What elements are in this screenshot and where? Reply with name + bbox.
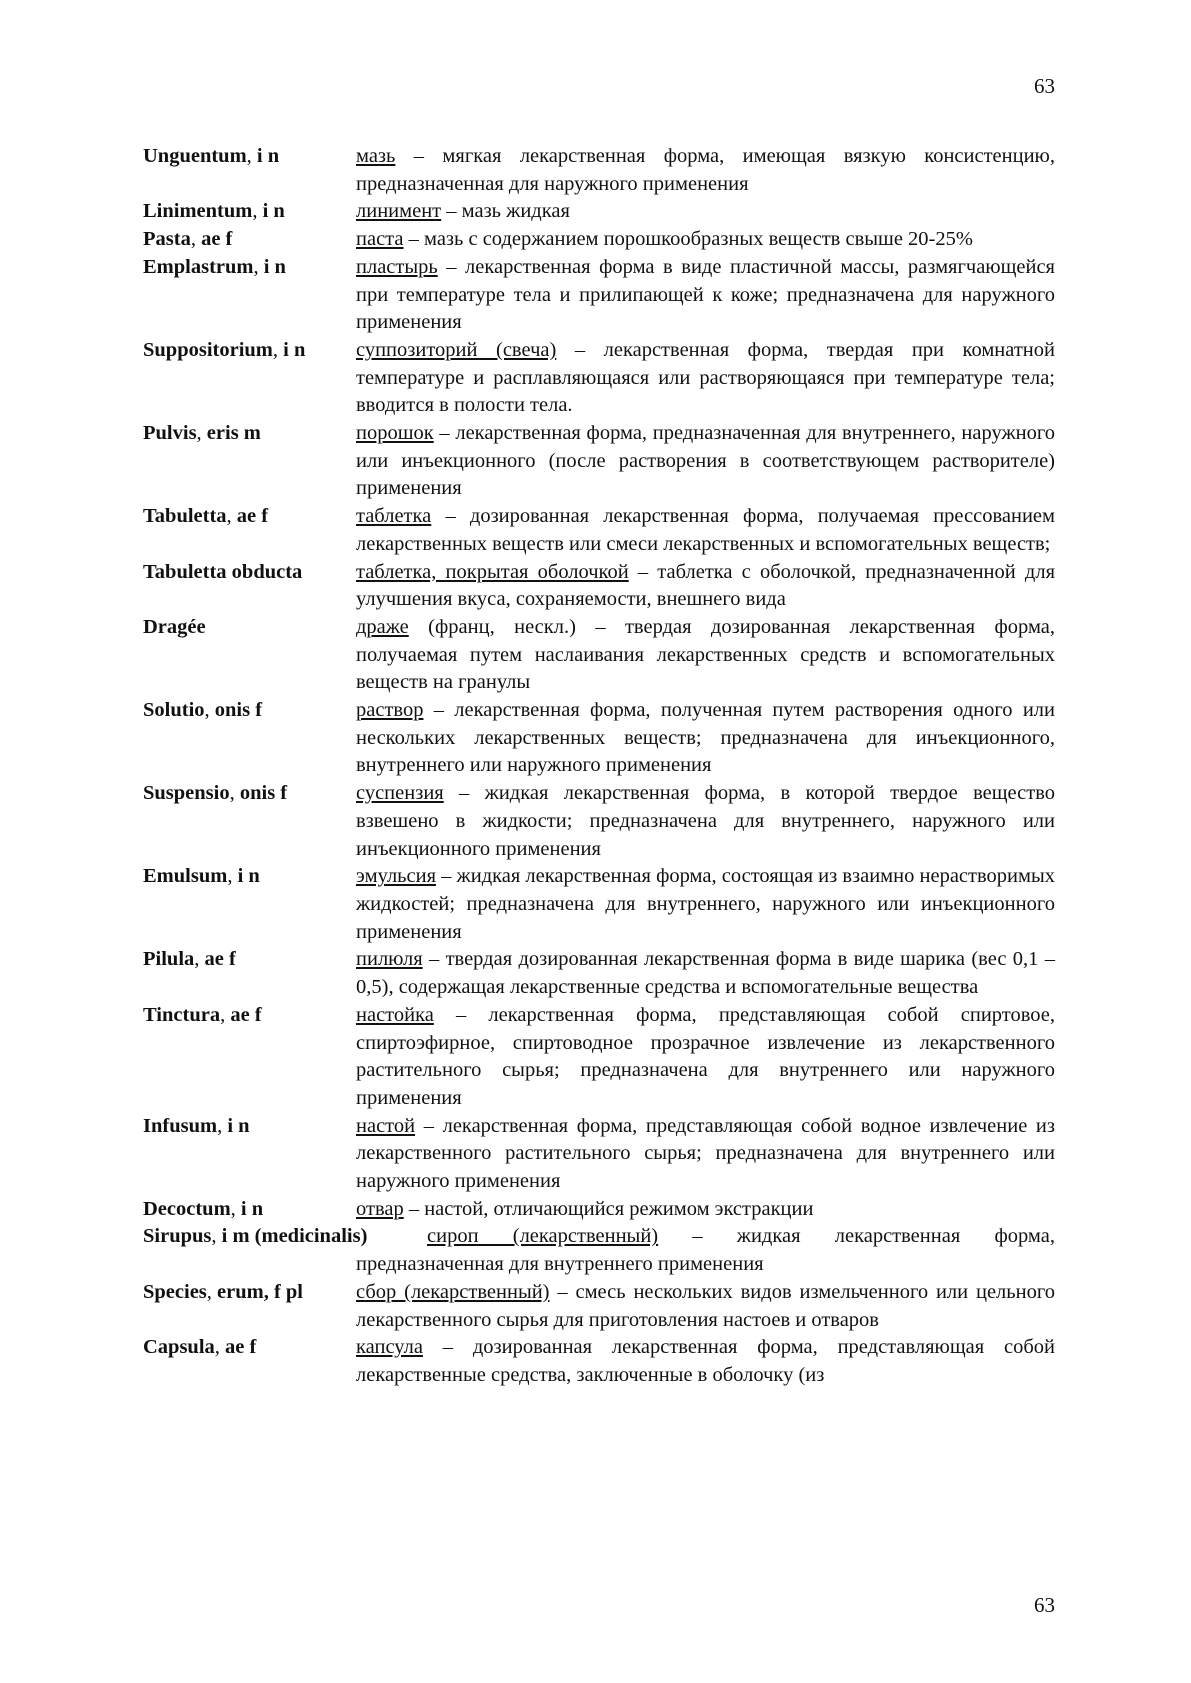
term-separator: , xyxy=(253,255,264,278)
russian-headword: мазь xyxy=(356,145,396,167)
term-word: Linimentum xyxy=(143,200,253,223)
glossary-entry xyxy=(143,946,1055,1001)
russian-headword: пилюля xyxy=(356,948,423,971)
russian-headword: порошок xyxy=(356,422,434,445)
glossary-entry xyxy=(143,780,1055,863)
term-grammar: i n xyxy=(283,338,306,361)
term-separator: , xyxy=(226,505,237,528)
term-grammar: onis f xyxy=(214,699,263,722)
definition xyxy=(356,226,1055,254)
glossary-entry xyxy=(143,1223,1055,1278)
glossary-entry xyxy=(143,1002,1055,1113)
definition-text: – лекарственная форма, предназначенная для внутреннего, наружного или инъекционного (после растворения в соответствующем растворителе) применения xyxy=(356,422,1055,500)
term-word: Suppositorium xyxy=(143,338,273,361)
term-separator: , xyxy=(220,1003,231,1026)
definition xyxy=(356,1334,1055,1389)
glossary-entry xyxy=(143,863,1055,946)
glossary-entry xyxy=(143,198,1055,226)
definition-text: (франц, нескл.) – твердая дозированная лекарственная форма, получаемая путем наслаивания лекарственных средств и вспомогательных веществ на гранулы xyxy=(356,615,1055,694)
term-grammar: onis f xyxy=(239,782,288,805)
glossary-entry xyxy=(143,503,1055,558)
definition xyxy=(356,198,1055,226)
definition xyxy=(356,1113,1055,1196)
term-word: Emplastrum xyxy=(143,255,254,278)
russian-headword: линимент xyxy=(356,200,442,223)
term-grammar: i n xyxy=(263,255,286,278)
term-separator: , xyxy=(196,422,207,445)
definition-text: – мягкая лекарственная форма, имеющая вязкую консистенцию, предназначенная для наружного применения xyxy=(356,145,1055,195)
latin-term xyxy=(143,697,262,725)
definition-text: – смесь нескольких видов измельченного или цельного лекарственного сырья для приготовления настоев и отваров xyxy=(356,1280,1055,1331)
glossary-list xyxy=(143,143,1055,1390)
definition xyxy=(356,503,1055,558)
page-number-bottom: 63 xyxy=(1034,1593,1055,1617)
latin-term xyxy=(143,780,287,808)
term-word: Tinctura xyxy=(143,1003,221,1026)
page-number-top: 63 xyxy=(1034,74,1055,98)
term-separator: , xyxy=(272,338,284,361)
glossary-entry xyxy=(143,559,1055,614)
term-grammar: ae f xyxy=(204,948,236,971)
latin-term xyxy=(143,198,285,226)
latin-term xyxy=(143,254,286,282)
term-separator: , xyxy=(204,699,215,722)
definition xyxy=(356,614,1055,697)
definition-text: – лекарственная форма, твердая при комнатной температуре и расплавляющаяся или растворяющаяся при температуре тела; вводится в полости тела. xyxy=(356,338,1055,417)
latin-term xyxy=(143,1334,256,1362)
definition xyxy=(356,337,1055,420)
term-grammar: eris m xyxy=(206,422,261,445)
definition xyxy=(356,1279,1055,1334)
term-word: Pilula xyxy=(143,948,195,971)
glossary-entry xyxy=(143,337,1055,420)
latin-term xyxy=(143,946,236,974)
russian-headword: пластырь xyxy=(356,255,438,278)
definition-text: – лекарственная форма, полученная путем растворения одного или нескольких лекарственных веществ; предназначена для инъекционного, внутреннего или наружного применения xyxy=(356,699,1055,777)
term-grammar: ae f xyxy=(201,228,233,251)
latin-term xyxy=(143,337,305,365)
term-separator: , xyxy=(227,865,238,888)
term-separator: , xyxy=(211,1225,222,1248)
term-word: Dragée xyxy=(143,615,206,638)
definition-text: – жидкая лекарственная форма, в которой твердое вещество взвешено в жидкости; предназначена для внутреннего, наружного или инъекционного применения xyxy=(356,782,1055,860)
glossary-entry xyxy=(143,697,1055,780)
definition xyxy=(356,863,1055,946)
definition-text: – мазь жидкая xyxy=(441,200,570,223)
russian-headword: паста xyxy=(356,228,404,251)
russian-headword: сбор (лекарственный) xyxy=(356,1280,550,1303)
definition-text: – таблетка с оболочкой, предназначенной для улучшения вкуса, сохраняемости, внешнего вида xyxy=(356,560,1055,611)
russian-headword: суспензия xyxy=(356,782,444,805)
glossary-entry xyxy=(143,143,1055,198)
latin-term xyxy=(143,1196,263,1224)
russian-headword: суппозиторий (свеча) xyxy=(356,338,557,361)
definition xyxy=(356,946,1055,1001)
definition xyxy=(356,420,1055,503)
term-separator: , xyxy=(246,145,257,167)
term-separator: , xyxy=(190,228,202,251)
term-word: Tabuletta obducta xyxy=(143,560,303,583)
glossary-entry xyxy=(143,1196,1055,1224)
term-word: Solutio xyxy=(143,699,205,722)
russian-headword: таблетка xyxy=(356,505,432,528)
russian-headword: сироп (лекарственный) xyxy=(427,1225,659,1248)
term-grammar: erum, f pl xyxy=(217,1280,304,1303)
term-separator: , xyxy=(214,1336,226,1359)
term-word: Sirupus xyxy=(143,1225,212,1248)
glossary-entry xyxy=(143,1113,1055,1196)
definition xyxy=(356,780,1055,863)
term-word: Species xyxy=(143,1280,207,1303)
russian-headword: настой xyxy=(356,1114,416,1137)
term-word: Suspensio xyxy=(143,782,230,805)
term-word: Capsula xyxy=(143,1336,215,1359)
russian-headword: таблетка, покрытая оболочкой xyxy=(356,560,629,583)
definition xyxy=(356,697,1055,780)
definition-text: – мазь с содержанием порошкообразных веществ свыше 20-25% xyxy=(403,228,973,251)
latin-term xyxy=(143,226,232,254)
definition-text: – дозированная лекарственная форма, получаемая прессованием лекарственных веществ или смеси лекарственных и вспомогательных веществ; xyxy=(356,505,1055,555)
definition xyxy=(356,1223,1055,1278)
definition xyxy=(356,1002,1055,1113)
definition-text: – жидкая лекарственная форма, состоящая из взаимно нерастворимых жидкостей; предназначена для внутреннего, наружного или инъекционного применения xyxy=(356,865,1055,943)
term-separator: , xyxy=(206,1280,218,1303)
term-grammar: i n xyxy=(237,865,260,888)
glossary-entry xyxy=(143,614,1055,697)
latin-term xyxy=(143,420,261,448)
term-word: Decoctum xyxy=(143,1197,231,1220)
term-separator: , xyxy=(229,782,240,805)
latin-term xyxy=(143,614,206,642)
definition xyxy=(356,254,1055,337)
latin-term xyxy=(143,1279,303,1307)
glossary-entry xyxy=(143,1279,1055,1334)
definition-text: – лекарственная форма в виде пластичной массы, размягчающейся при температуре тела и прилипающей к коже; предназначена для наружного применения xyxy=(356,255,1055,334)
glossary-entry xyxy=(143,420,1055,503)
term-grammar: i n xyxy=(262,200,285,223)
term-separator: , xyxy=(217,1114,228,1137)
term-word: Pulvis xyxy=(143,422,197,445)
term-separator: , xyxy=(194,948,205,971)
definition xyxy=(356,559,1055,614)
definition-text: – дозированная лекарственная форма, представляющая собой лекарственные средства, заключенные в оболочку (из xyxy=(356,1336,1055,1386)
definition-text: – лекарственная форма, представляющая собой водное извлечение из лекарственного растительного сырья; предназначена для внутреннего или наружного применения xyxy=(356,1114,1055,1193)
definition-text: – лекарственная форма, представляющая собой спиртовое, спиртоэфирное, спиртоводное прозрачное извлечение из лекарственного растительного сырья; предназначена для внутреннего или наружного применения xyxy=(356,1003,1055,1109)
latin-term xyxy=(143,503,268,531)
term-word: Unguentum xyxy=(143,145,247,167)
definition-text: – жидкая лекарственная форма, предназначенная для внутреннего применения xyxy=(356,1225,1055,1276)
term-grammar: ae f xyxy=(236,505,269,528)
russian-headword: раствор xyxy=(356,699,424,722)
russian-headword: драже xyxy=(356,615,409,638)
russian-headword: эмульсия xyxy=(356,865,437,888)
term-grammar: ae f xyxy=(230,1003,262,1026)
definition xyxy=(356,1196,1055,1224)
definition-text: – твердая дозированная лекарственная форма в виде шарика (вес 0,1 – 0,5), содержащая лекарственные средства и вспомогательные вещества xyxy=(356,948,1055,999)
term-word: Tabuletta xyxy=(143,505,227,528)
definition-text: – настой, отличающийся режимом экстракции xyxy=(403,1197,814,1220)
term-separator: , xyxy=(252,200,263,223)
term-word: Infusum xyxy=(143,1114,218,1137)
term-separator: , xyxy=(230,1197,241,1220)
glossary-entry xyxy=(143,226,1055,254)
term-word: Pasta xyxy=(143,228,191,251)
latin-term xyxy=(143,1002,262,1030)
term-grammar: i n xyxy=(240,1197,264,1220)
latin-term xyxy=(143,143,279,171)
term-grammar: i n xyxy=(227,1114,250,1137)
latin-term xyxy=(143,559,302,587)
term-grammar: i n xyxy=(256,145,280,167)
glossary-entry xyxy=(143,1334,1055,1389)
russian-headword: отвар xyxy=(356,1197,404,1220)
latin-term xyxy=(143,863,260,891)
latin-term xyxy=(143,1113,250,1141)
latin-term xyxy=(143,1223,367,1251)
glossary-entry xyxy=(143,254,1055,337)
russian-headword: капсула xyxy=(356,1336,423,1359)
definition xyxy=(356,143,1055,198)
russian-headword: настойка xyxy=(356,1003,434,1026)
term-grammar: i m (medicinalis) xyxy=(221,1225,368,1248)
term-word: Emulsum xyxy=(143,865,228,888)
term-grammar: ae f xyxy=(225,1336,257,1359)
